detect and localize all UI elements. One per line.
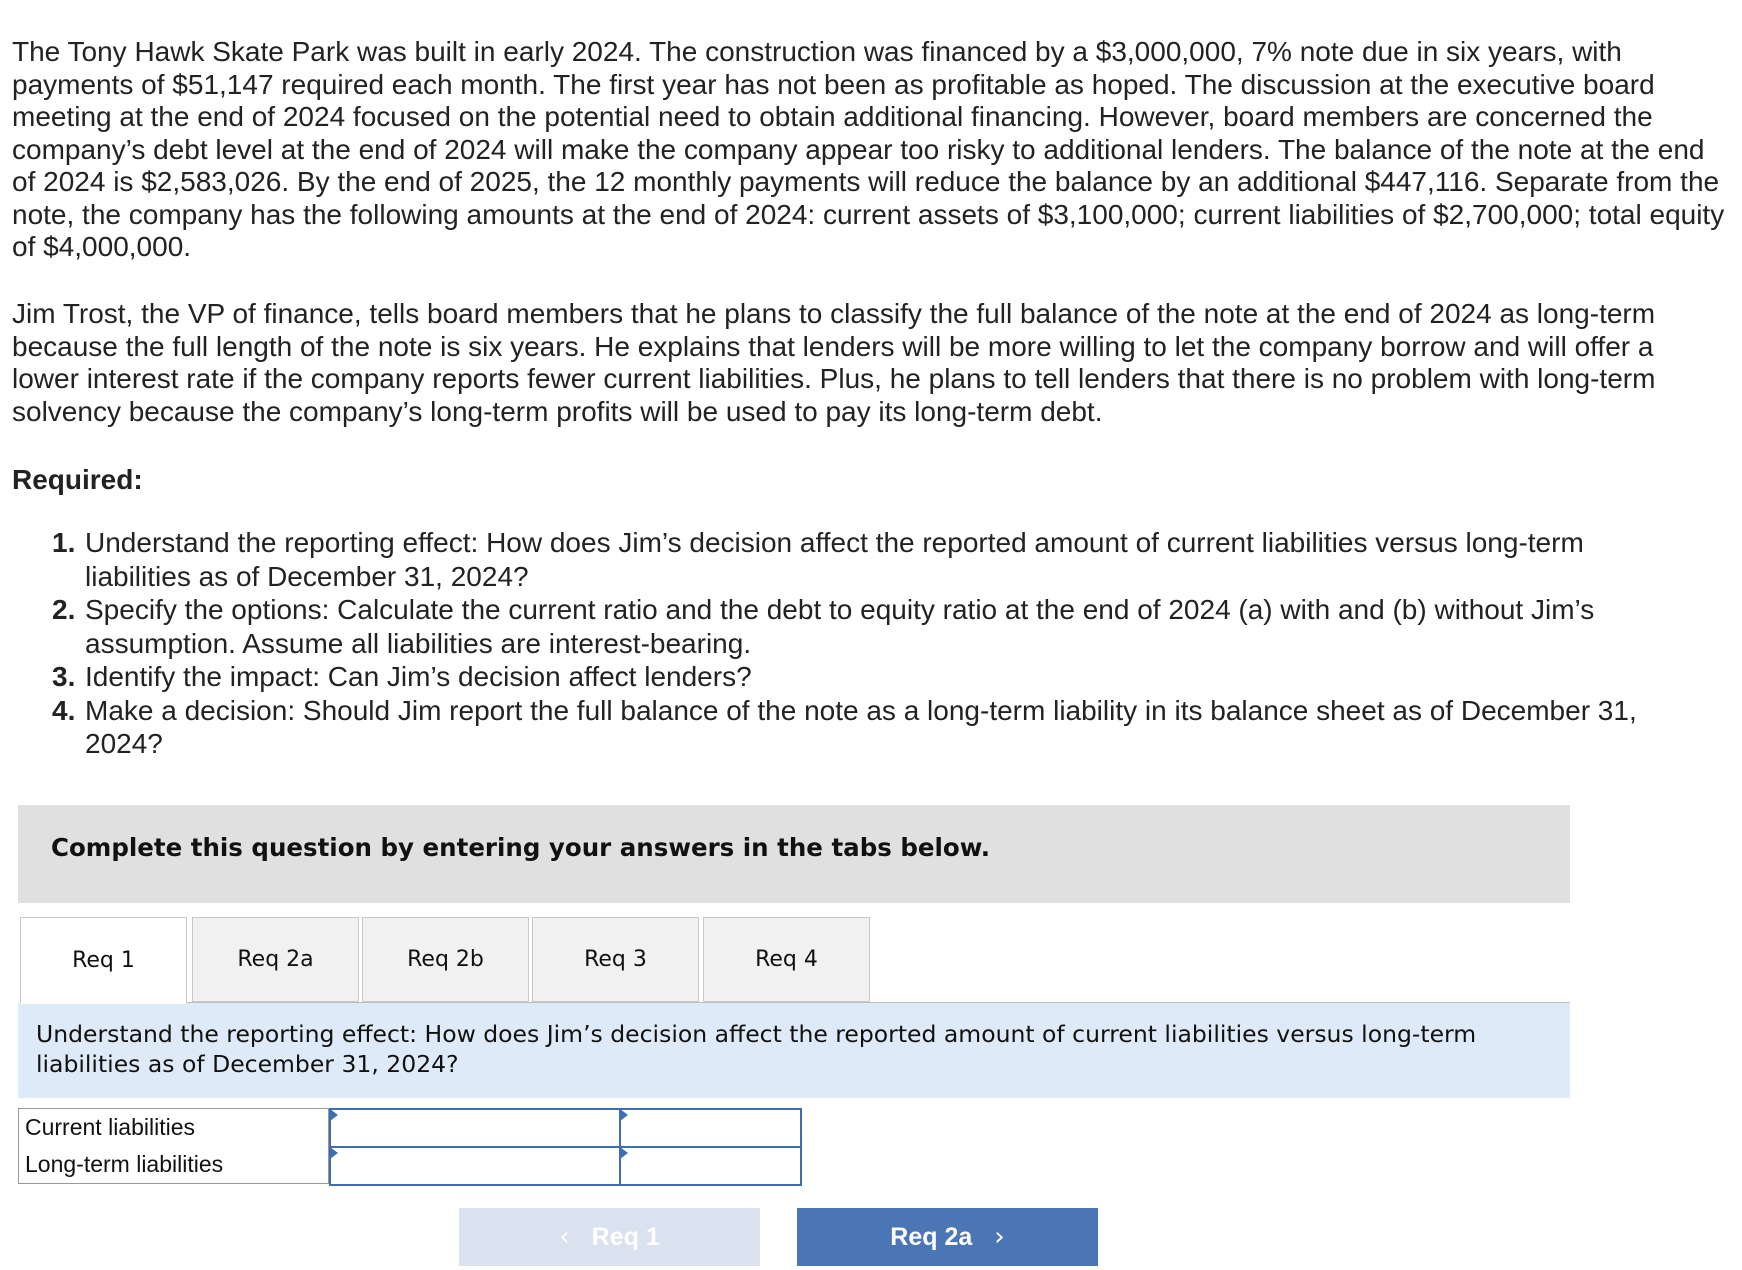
current-liabilities-field-2[interactable] bbox=[621, 1110, 800, 1146]
instructions-banner bbox=[18, 805, 1570, 903]
long-term-liabilities-field-2[interactable] bbox=[621, 1148, 800, 1184]
requirement-item bbox=[52, 593, 1692, 660]
requirement-text: Identify the impact: Can Jim’s decision affect lenders? bbox=[85, 661, 752, 692]
row-label-long-term-liabilities: Long-term liabilities bbox=[18, 1146, 329, 1184]
tab-req-3[interactable]: Req 3 bbox=[532, 917, 699, 1002]
requirement-number: 2. bbox=[52, 594, 76, 625]
current-liabilities-input-2[interactable] bbox=[619, 1108, 802, 1148]
requirement-number: 3. bbox=[52, 661, 76, 692]
next-req-label: Req 2a bbox=[890, 1222, 973, 1251]
current-liabilities-input-1[interactable] bbox=[329, 1108, 621, 1148]
problem-paragraph-1: The Tony Hawk Skate Park was built in early 2024. The construction was financed by a $3,000,000, 7% note due in six years, with payments of $51,147 required each month. The first year has not been as profitable as hoped. The discussion at the executive board meeting at the end of 2024 focused on the potential need to obtain additional financing. However, board members are concerned the company’s debt level at the end of 2024 will make the company appear too risky to additional lenders. The balance of the note at the end of 2024 is $2,583,026. By the end of 2025, the 12 monthly payments will reduce the balance by an additional $447,116. Separate from the note, the company has the following amounts at the end of 2024: current assets of $3,100,000; current liabilities of $2,700,000; total equity of $4,000,000. bbox=[12, 36, 1725, 262]
long-term-liabilities-input-1[interactable] bbox=[329, 1146, 621, 1186]
tab-req-1[interactable]: Req 1 bbox=[20, 917, 187, 1004]
requirements-list bbox=[52, 526, 1692, 761]
prev-req-button[interactable] bbox=[459, 1208, 760, 1266]
tab-req-2a[interactable]: Req 2a bbox=[192, 917, 359, 1002]
tab-req-2b[interactable]: Req 2b bbox=[362, 917, 529, 1002]
long-term-liabilities-field-1[interactable] bbox=[331, 1148, 619, 1184]
requirement-item bbox=[52, 694, 1692, 761]
next-req-button[interactable] bbox=[797, 1208, 1098, 1266]
requirement-number: 1. bbox=[52, 527, 76, 558]
current-liabilities-field-1[interactable] bbox=[331, 1110, 619, 1146]
requirement-text: Understand the reporting effect: How does Jim’s decision affect the reported amount of current liabilities versus long-term liabilities as of December 31, 2024? bbox=[85, 527, 1584, 592]
prev-req-label: Req 1 bbox=[591, 1222, 660, 1251]
chevron-right-icon: › bbox=[994, 1222, 1005, 1252]
requirement-number: 4. bbox=[52, 694, 76, 726]
tab-req-4[interactable]: Req 4 bbox=[703, 917, 870, 1002]
required-heading: Required: bbox=[12, 464, 143, 495]
long-term-liabilities-input-2[interactable] bbox=[619, 1146, 802, 1186]
row-label-current-liabilities: Current liabilities bbox=[18, 1108, 329, 1147]
question-prompt: Understand the reporting effect: How does Jim’s decision affect the reported amount of current liabilities versus long-term liabilities as of December 31, 2024? bbox=[36, 1020, 1477, 1078]
problem-paragraph-2: Jim Trost, the VP of finance, tells board members that he plans to classify the full balance of the note at the end of 2024 as long-term because the full length of the note is six years. He explains that lenders will be more willing to let the company borrow and will offer a lower interest rate if the company reports fewer current liabilities. Plus, he plans to tell lenders that there is no problem with long-term solvency because the company’s long-term profits will be used to pay its long-term debt. bbox=[12, 298, 1656, 427]
requirement-text: Specify the options: Calculate the current ratio and the debt to equity ratio at the end of 2024 (a) with and (b) without Jim’s assumption. Assume all liabilities are interest-bearing. bbox=[85, 594, 1595, 659]
requirement-item bbox=[52, 660, 1692, 694]
requirement-text: Make a decision: Should Jim report the full balance of the note as a long-term liability in its balance sheet as of December 31, 2024? bbox=[85, 694, 1637, 759]
instructions-text: Complete this question by entering your answers in the tabs below. bbox=[51, 833, 991, 862]
requirement-item bbox=[52, 526, 1692, 593]
question-prompt-box bbox=[18, 1003, 1570, 1098]
chevron-left-icon: ‹ bbox=[559, 1222, 570, 1252]
